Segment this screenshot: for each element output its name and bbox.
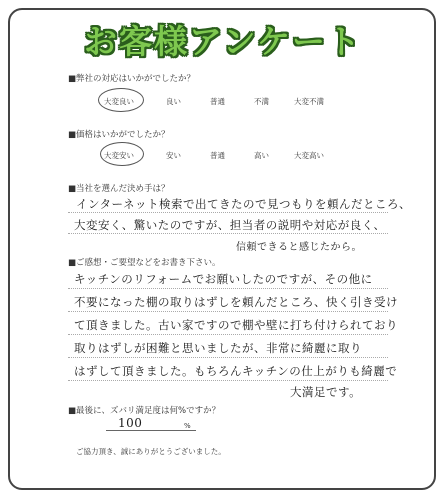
question-service: ■弊社の対応はいかがでしたか？ — [68, 74, 196, 84]
answer-rule — [68, 357, 388, 358]
thanks-message: ご協力頂き、誠にありがとうございました。 — [76, 447, 226, 456]
satisfaction-unit: % — [184, 422, 191, 430]
answer-rule — [68, 212, 388, 213]
answer-rule — [68, 380, 388, 381]
price-option-cheap[interactable]: 安い — [166, 151, 181, 160]
comment-line: はずして頂きました。もちろんキッチンの仕上がりも綺麗で — [74, 364, 398, 378]
comment-line: 取りはずしが困難と思いましたが、非常に綺麗に取り — [74, 341, 362, 355]
comment-line: て頂きました。古い家ですので棚や壁に打ち付けられており — [74, 318, 398, 332]
reason-line: 大変安く、驚いたのですが、担当者の説明や対応が良く、 — [74, 218, 386, 232]
price-option-normal[interactable]: 普通 — [210, 151, 225, 160]
service-option-good[interactable]: 良い — [166, 97, 181, 106]
service-option-normal[interactable]: 普通 — [210, 97, 225, 106]
price-option-very-cheap[interactable]: 大変安い — [104, 151, 134, 160]
comment-line: キッチンのリフォームでお願いしたのですが、その他に — [74, 272, 373, 286]
answer-rule — [68, 233, 388, 234]
answer-rule — [68, 311, 388, 312]
service-option-bad[interactable]: 不満 — [254, 97, 269, 106]
service-selected-circle — [98, 88, 144, 112]
answer-rule — [68, 288, 388, 289]
question-satisfaction: ■最後に、ズバリ満足度は何%ですか？ — [68, 406, 221, 416]
reason-line: 信頼できると感じたから。 — [236, 242, 362, 253]
price-option-expensive[interactable]: 高い — [254, 151, 269, 160]
comment-line: 大満足です。 — [290, 385, 362, 399]
price-option-very-expensive[interactable]: 大変高い — [294, 151, 324, 160]
comment-line: 不要になった棚の取りはずしを頼んだところ、快く引き受け — [74, 295, 398, 309]
reason-line: インターネット検索で出てきたので見つもりを頼んだところ、 — [76, 197, 411, 211]
answer-rule — [68, 334, 388, 335]
service-option-very-good[interactable]: 大変良い — [104, 97, 134, 106]
survey-title: お客様アンケート — [83, 22, 363, 61]
question-price: ■価格はいかがでしたか？ — [68, 130, 170, 140]
question-reason: ■当社を選んだ決め手は？ — [68, 184, 170, 194]
question-comments: ■ご感想・ご要望などをお書き下さい。 — [68, 258, 221, 268]
price-selected-circle — [100, 142, 144, 166]
service-option-very-bad[interactable]: 大変不満 — [294, 97, 324, 106]
satisfaction-value: 100 — [118, 416, 143, 430]
satisfaction-underline — [106, 430, 196, 431]
